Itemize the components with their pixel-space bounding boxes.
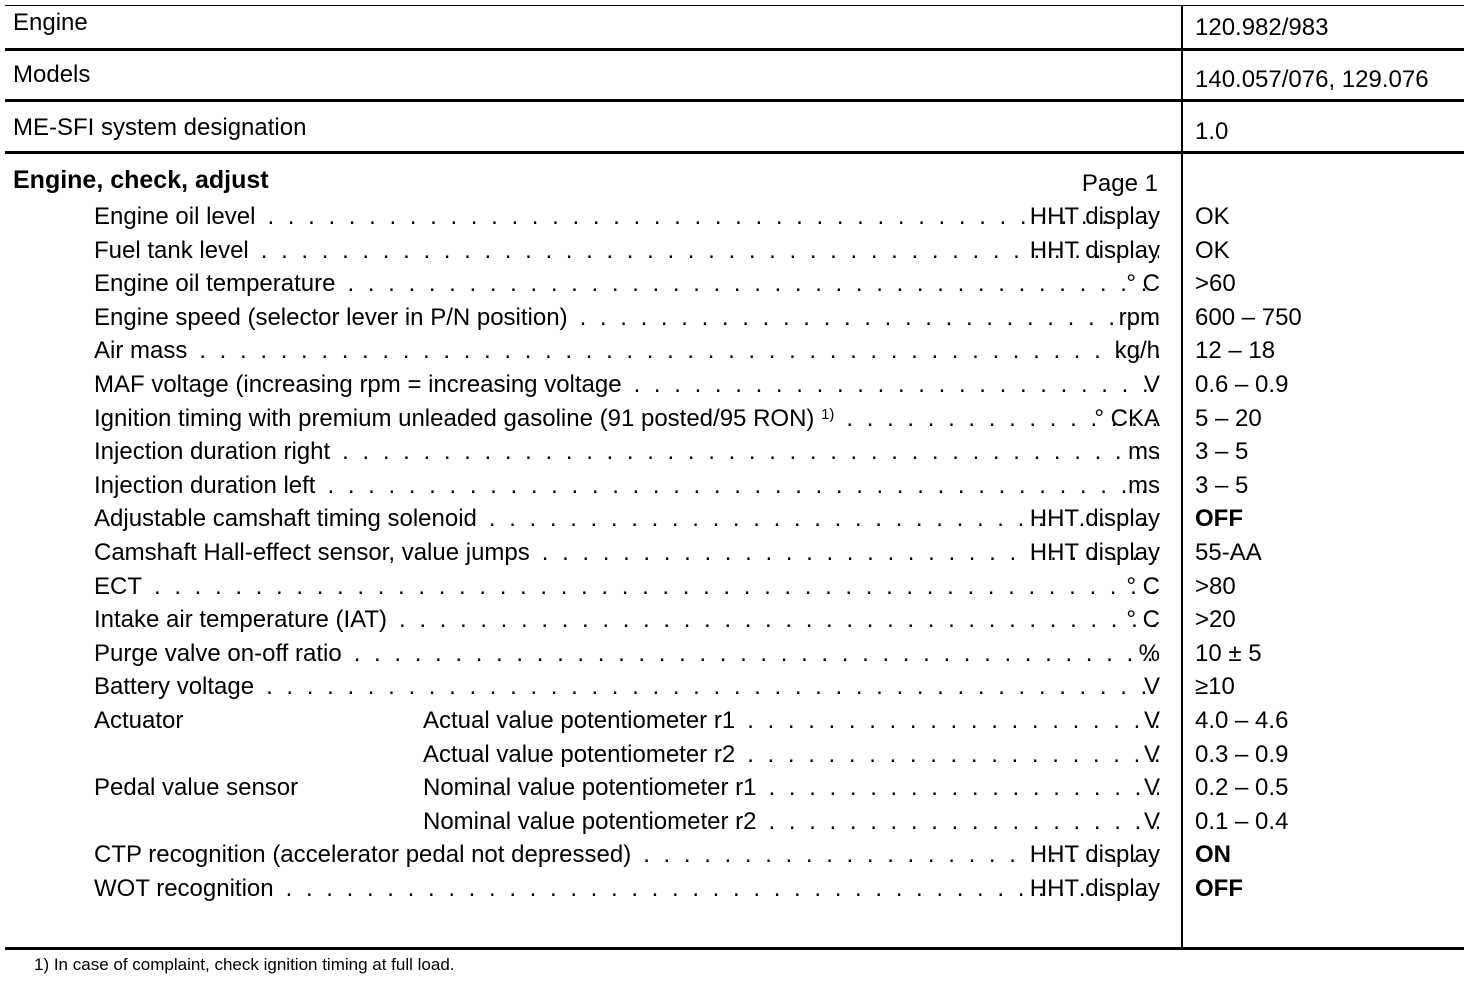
spec-row: [0, 472, 1472, 506]
row-unit: kg/h: [1114, 337, 1160, 365]
row-label-text: Air mass: [94, 337, 188, 365]
row-group-label: Pedal value sensor: [94, 774, 299, 802]
row-unit: ms: [1128, 471, 1160, 499]
spec-row: [0, 875, 1472, 909]
row-value: ≥10: [1195, 673, 1235, 701]
spec-row: [0, 270, 1472, 304]
row-unit: V: [1143, 774, 1160, 802]
row-label-text: Engine oil temperature: [94, 270, 336, 298]
bottom-rule: [5, 947, 1464, 950]
top-rule: [5, 5, 1464, 6]
row-label-text: Nominal value potentiometer r1: [423, 774, 757, 802]
row-unit: ° C: [1126, 606, 1160, 634]
row-value: 5 – 20: [1195, 404, 1262, 432]
row-value: >20: [1195, 606, 1236, 634]
spec-row: [0, 741, 1472, 775]
spec-row: [0, 640, 1472, 674]
row-label-text: Engine speed (selector lever in P/N position): [94, 303, 568, 331]
footnote: 1) In case of complaint, check ignition timing at full load.: [34, 955, 455, 974]
row-value: >60: [1195, 270, 1236, 298]
row-value: 3 – 5: [1195, 438, 1249, 466]
section-title: Engine, check, adjust: [13, 166, 269, 194]
row-label-text: Engine oil level: [94, 203, 256, 230]
spec-row: [0, 573, 1472, 607]
spec-row: [0, 237, 1472, 271]
row-value: 0.1 – 0.4: [1195, 807, 1289, 835]
row-value: 0.3 – 0.9: [1195, 740, 1289, 768]
row-label-text: Nominal value potentiometer r2: [423, 807, 757, 835]
row-value: 10 ± 5: [1195, 639, 1262, 667]
row-value: 0.6 – 0.9: [1195, 371, 1289, 398]
row-value: OFF: [1195, 875, 1243, 902]
row-unit: HHT display: [1029, 875, 1160, 902]
row-unit: V: [1143, 807, 1160, 835]
row-unit: ° C: [1126, 270, 1160, 298]
row-unit: HHT display: [1029, 841, 1160, 869]
row-label-text: Actual value potentiometer r1: [423, 707, 736, 734]
row-label-text: MAF voltage (increasing rpm = increasing voltage: [94, 371, 622, 398]
spec-row: [0, 203, 1472, 237]
spec-row: [0, 304, 1472, 338]
spec-row: [0, 505, 1472, 539]
row-value: 0.2 – 0.5: [1195, 774, 1289, 802]
row-unit: V: [1143, 673, 1160, 701]
row-unit: ° CKA: [1094, 404, 1160, 432]
spec-row: [0, 606, 1472, 640]
divider-after-system: [5, 151, 1464, 154]
spec-row: [0, 438, 1472, 472]
spec-row: [0, 707, 1472, 741]
row-unit: rpm: [1118, 303, 1160, 331]
row-unit: %: [1138, 639, 1160, 667]
row-value: 4.0 – 4.6: [1195, 707, 1289, 734]
divider-after-engine: [5, 48, 1464, 51]
row-value: >80: [1195, 572, 1236, 600]
system-designation-label: ME-SFI system designation: [13, 114, 307, 141]
row-value: 600 – 750: [1195, 303, 1302, 331]
row-unit: ms: [1128, 438, 1160, 466]
row-unit: HHT display: [1029, 203, 1160, 230]
row-value: 55-AA: [1195, 539, 1262, 566]
row-value: OK: [1195, 236, 1230, 264]
engine-label: Engine: [13, 9, 88, 36]
row-label-text: Actual value potentiometer r2: [423, 740, 736, 768]
footnote-ref: 1): [821, 405, 835, 423]
row-unit: ° C: [1126, 572, 1160, 600]
row-label-text: CTP recognition (accelerator pedal not depressed): [94, 841, 632, 869]
row-label-text: Injection duration right: [94, 438, 331, 466]
row-label-text: Camshaft Hall-effect sensor, value jumps: [94, 539, 530, 566]
spec-row: [0, 539, 1472, 573]
spec-row: [0, 405, 1472, 439]
row-unit: HHT display: [1029, 236, 1160, 264]
models-value: 140.057/076, 129.076: [1195, 66, 1429, 93]
spec-row: [0, 673, 1472, 707]
row-value: 12 – 18: [1195, 337, 1276, 365]
row-group-label: Actuator: [94, 707, 184, 734]
spec-row: [0, 808, 1472, 842]
row-unit: V: [1143, 740, 1160, 768]
page-number: Page 1: [1081, 170, 1158, 197]
row-label-text: Purge valve on-off ratio: [94, 639, 342, 667]
row-unit: HHT display: [1029, 539, 1160, 566]
row-unit: V: [1143, 371, 1160, 398]
row-label-text: Injection duration left: [94, 471, 316, 499]
divider-after-models: [5, 99, 1464, 102]
row-label-text: ECT: [94, 572, 142, 600]
row-label-text: WOT recognition: [94, 875, 274, 902]
spec-row: [0, 371, 1472, 405]
engine-value: 120.982/983: [1195, 14, 1329, 41]
row-label-text: Battery voltage: [94, 673, 255, 701]
row-unit: V: [1143, 707, 1160, 734]
row-label-text: Intake air temperature (IAT): [94, 606, 387, 634]
models-label: Models: [13, 61, 91, 88]
row-label-text: Fuel tank level: [94, 236, 249, 264]
row-unit: HHT display: [1029, 505, 1160, 533]
row-value: ON: [1195, 841, 1231, 869]
row-label-text: Ignition timing with premium unleaded gasoline (91 posted/95 RON) $^{1)}$: [94, 404, 835, 432]
spec-row: [0, 774, 1472, 808]
system-designation-value: 1.0: [1195, 118, 1229, 145]
row-value: 3 – 5: [1195, 471, 1249, 499]
row-value: OK: [1195, 203, 1230, 230]
row-value: OFF: [1195, 505, 1243, 533]
spec-row: [0, 841, 1472, 875]
row-label-text: Adjustable camshaft timing solenoid: [94, 505, 477, 533]
spec-row: [0, 337, 1472, 371]
